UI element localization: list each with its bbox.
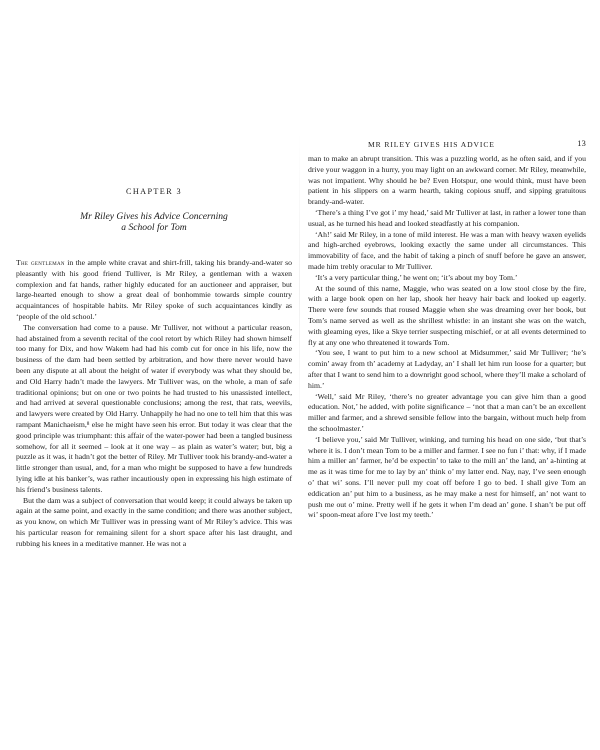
paragraph: ‘You see, I want to put him to a new school at Midsummer,’ said Mr Tulliver; ‘he’s comin’ away from th’ academy at Ladyday, an’ I shall let him run loose for a quarter; but after that I want to send him to a downright good school, where they’ll make a scholard of him.’ — [308, 348, 586, 390]
left-body-text — [16, 258, 292, 550]
opening-paragraph — [16, 258, 292, 323]
paragraph: ‘I believe you,’ said Mr Tulliver, winking, and turning his head on one side, ‘but that’s where it is. I don’t mean Tom to be a miller and farmer. I see no fun i’ that: why, if I made him a miller an’ farmer, he’d be expectin’ to take to the mill an’ the land, an’ a-hinting at me as it was time for me to lay by an’ think o’ my latter end. Nay, nay, I’ve seen enough o’ that wi’ sons. I’ll never pull my coat off before I go to bed. I shall give Tom an eddication an’ put him to a business, as he may make a nest for himself, an’ not want to push me out o’ mine. Pretty well if he gets it when I’m dead an’ gone. I shan’t be put off wi’ spoon-meat afore I’ve lost my teeth.’ — [308, 434, 586, 520]
paragraph: ‘There’s a thing I’ve got i’ my head,’ said Mr Tulliver at last, in rather a lower tone than usual, as he turned his head and looked steadfastly at his companion. — [308, 207, 586, 228]
paragraph: But the dam was a subject of conversation that would keep; it could always be taken up again at the same point, and exactly in the same condition; and there was another subject, as you know, on which Mr Tulliver was in pressing want of Mr Riley’s advice. This was his particular reason for remaining silent for a short space after his last draught, and rubbing his knees in a meditative manner. He was not a — [16, 495, 292, 548]
right-page — [300, 0, 600, 750]
running-head-title: MR RILEY GIVES HIS ADVICE — [368, 140, 495, 149]
page-number: 13 — [577, 139, 586, 148]
paragraph: ‘Ah!’ said Mr Riley, in a tone of mild interest. He was a man with heavy waxen eyelids and high-arched eyebrows, looking exactly the same under all circumstances. This immovability of face, and the habit of taking a pinch of snuff before he gave an answer, made him trebly oracular to Mr Tulliver. — [308, 229, 586, 271]
chapter-label: CHAPTER 3 — [125, 187, 183, 196]
paragraph: The conversation had come to a pause. Mr Tulliver, not without a particular reason, had abstained from a seventh recital of the cool retort by which Riley had shown himself too many for Dix, and how Wakem had had his comb cut for once in his life, now the business of the dam had been settled by arbitration, and how there never would have been any dispute at all about the height of water if everybody was what they should be, and Old Harry hadn’t made the lawyers. Mr Tulliver was, on the whole, a man of safe traditional opinions; but on one or two points he had trusted to his unassisted intellect, and had arrived at several questionable conclusions; among the rest, that rats, weevils, and lawyers were created by Old Harry. Unhappily he had no one to tell him that this was rampant Manichaeism,⁸ else he might have seen his error. But today it was clear that the good principle was triumphant: this affair of the water-power had been a tangled business somehow, for all it seemed – look at it one way – as plain as water’s water; but, big a puzzle as it was, it hadn’t got the better of Riley. Mr Tulliver took his brandy-and-water a little stronger than usual, and, for a man who might be supposed to have a few hundreds lying idle at his banker’s, was rather incautiously open in expressing his high estimate of his friend’s business talents. — [16, 322, 292, 494]
opening-rest: in the ample white cravat and shirt-frill, taking his brandy-and-water so pleasantly with his good friend Tulliver, is Mr Riley, a gentleman with a waxen complexion and fat hands, rather highly educated for an auctioneer and appraiser, but large-hearted enough to show a great deal of bonhommie towards simple country acquaintances of hospitable habits. Mr Riley spoke of such acquaintances kindly as ‘people of the old school.’ — [16, 258, 292, 321]
continued-paragraph: man to make an abrupt transition. This was a puzzling world, as he often said, and if you drive your waggon in a hurry, you may light on an awkward corner. Mr Riley, meanwhile, was not impatient. Why should he be? Even Hotspur, one would think, must have been patient in his slippers on a warm hearth, taking copious snuff, and sipping gratuitous brandy-and-water. — [308, 154, 586, 207]
right-body-text — [308, 154, 586, 521]
opening-smallcaps: The gentleman — [16, 258, 65, 267]
chapter-title-line1: Mr Riley Gives his Advice Concerning — [80, 211, 228, 222]
paragraph: At the sound of this name, Maggie, who was seated on a low stool close by the fire, with a large book open on her lap, shook her heavy hair back and looked up eagerly. There were few sounds that roused Maggie when she was dreaming over her book, but Tom’s name served as well as the shrillest whistle: in an instant she was on the watch, with gleaming eyes, like a Skye terrier suspecting mischief, or at all events determined to fly at any one who threatened it towards Tom. — [308, 283, 586, 347]
chapter-title — [16, 211, 292, 234]
chapter-title-line2: a School for Tom — [121, 222, 187, 234]
paragraph: ‘Well,’ said Mr Riley, ‘there’s no greater advantage you can give him than a good education. Not,’ he added, with polite significance – ‘not that a man can’t be an excellent miller and farmer, and a shrewd sensible fellow into the bargain, without much help from the schoolmaster.’ — [308, 391, 586, 433]
paragraph: ‘It’s a very particular thing,’ he went on; ‘it’s about my boy Tom.’ — [315, 272, 518, 282]
